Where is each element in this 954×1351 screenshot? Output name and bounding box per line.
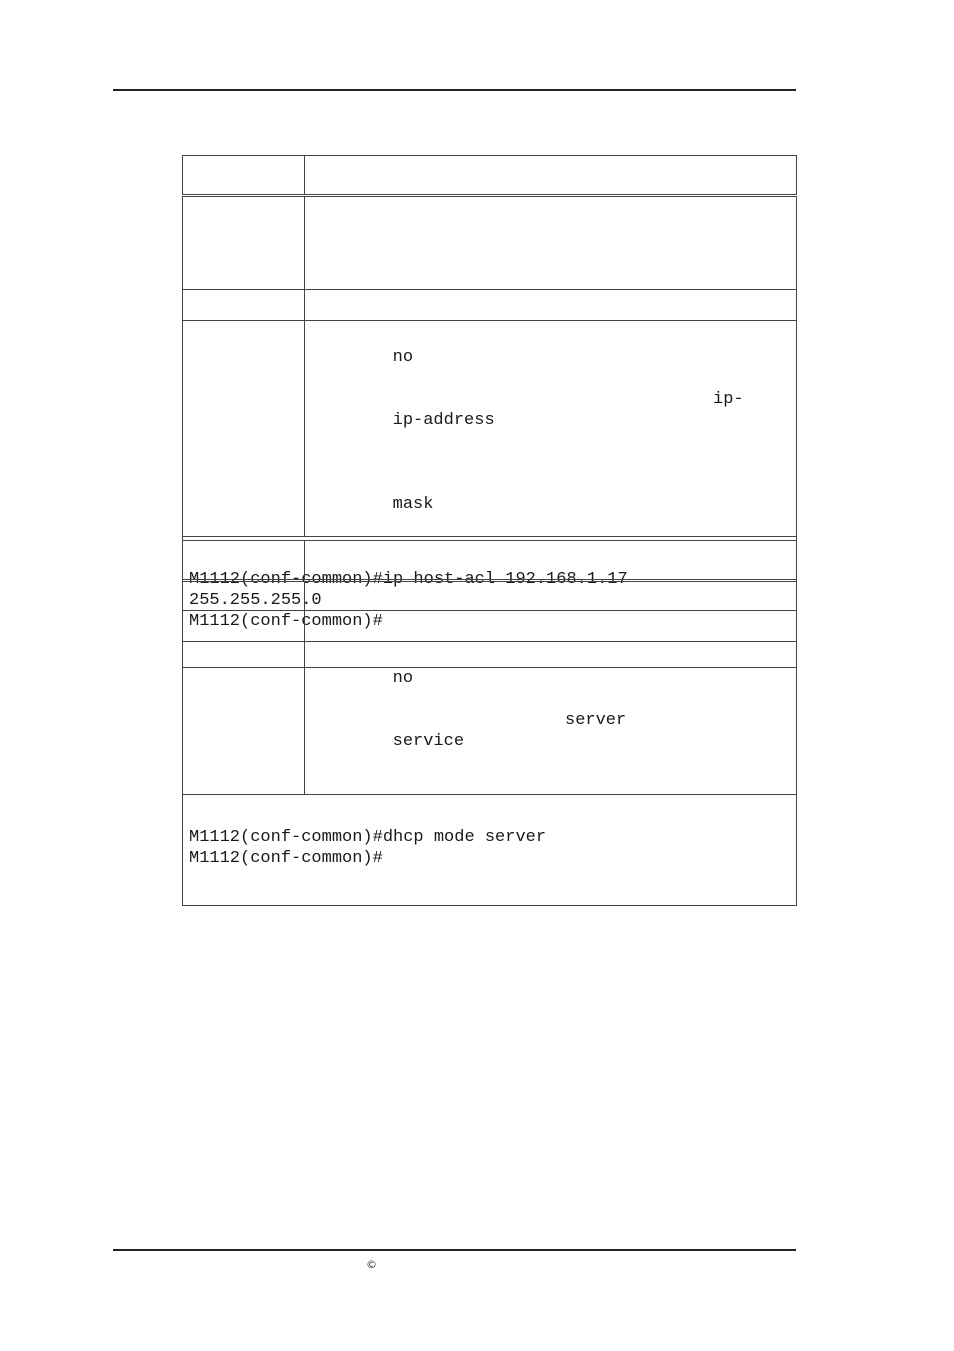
table-row [183,196,797,290]
example-row [183,795,797,906]
row-label-cell [183,290,305,321]
syntax-row [183,321,797,537]
syntax-line [311,710,790,794]
syntax-param: ip-address [392,411,495,430]
syntax-keyword: no [392,348,414,367]
command-table-dhcp-mode [182,540,797,906]
syntax-param-continued: ip- [713,390,744,409]
syntax-param: service [392,732,465,751]
example-line: M1112(conf-common)# [189,612,383,631]
table-header-row [183,541,797,581]
row-label-cell [183,196,305,290]
table-row [183,581,797,611]
table-header-row [183,156,797,196]
syntax-cell [305,321,797,537]
row-value-cell [305,581,797,611]
row-value-cell [305,611,797,642]
example-cell [183,795,797,906]
header-rule [113,89,796,91]
example-line: 255.255.255.0 [189,591,322,610]
row-value-cell [305,196,797,290]
header-cell-value [305,541,797,581]
syntax-line [311,389,790,473]
example-line: M1112(conf-common)#dhcp mode server [189,828,547,847]
row-label-cell [183,611,305,642]
syntax-option: server [565,711,627,730]
table-row [183,290,797,321]
example-line: M1112(conf-common)# [189,849,383,868]
syntax-line [311,473,790,536]
header-cell-value [305,156,797,196]
example-line: M1112(conf-common)#ip host-acl 192.168.1.17 [189,570,628,589]
syntax-row [183,642,797,795]
row-label-cell [183,581,305,611]
syntax-label-cell [183,321,305,537]
syntax-line [311,326,790,389]
footer-rule [113,1249,796,1251]
syntax-cell [305,642,797,795]
syntax-line [311,647,790,710]
syntax-label-cell [183,642,305,795]
syntax-param: mask [392,495,434,514]
header-cell-label [183,541,305,581]
header-cell-label [183,156,305,196]
table-row [183,611,797,642]
copyright-symbol: © [366,1258,377,1271]
row-value-cell [305,290,797,321]
syntax-keyword: no [392,669,414,688]
